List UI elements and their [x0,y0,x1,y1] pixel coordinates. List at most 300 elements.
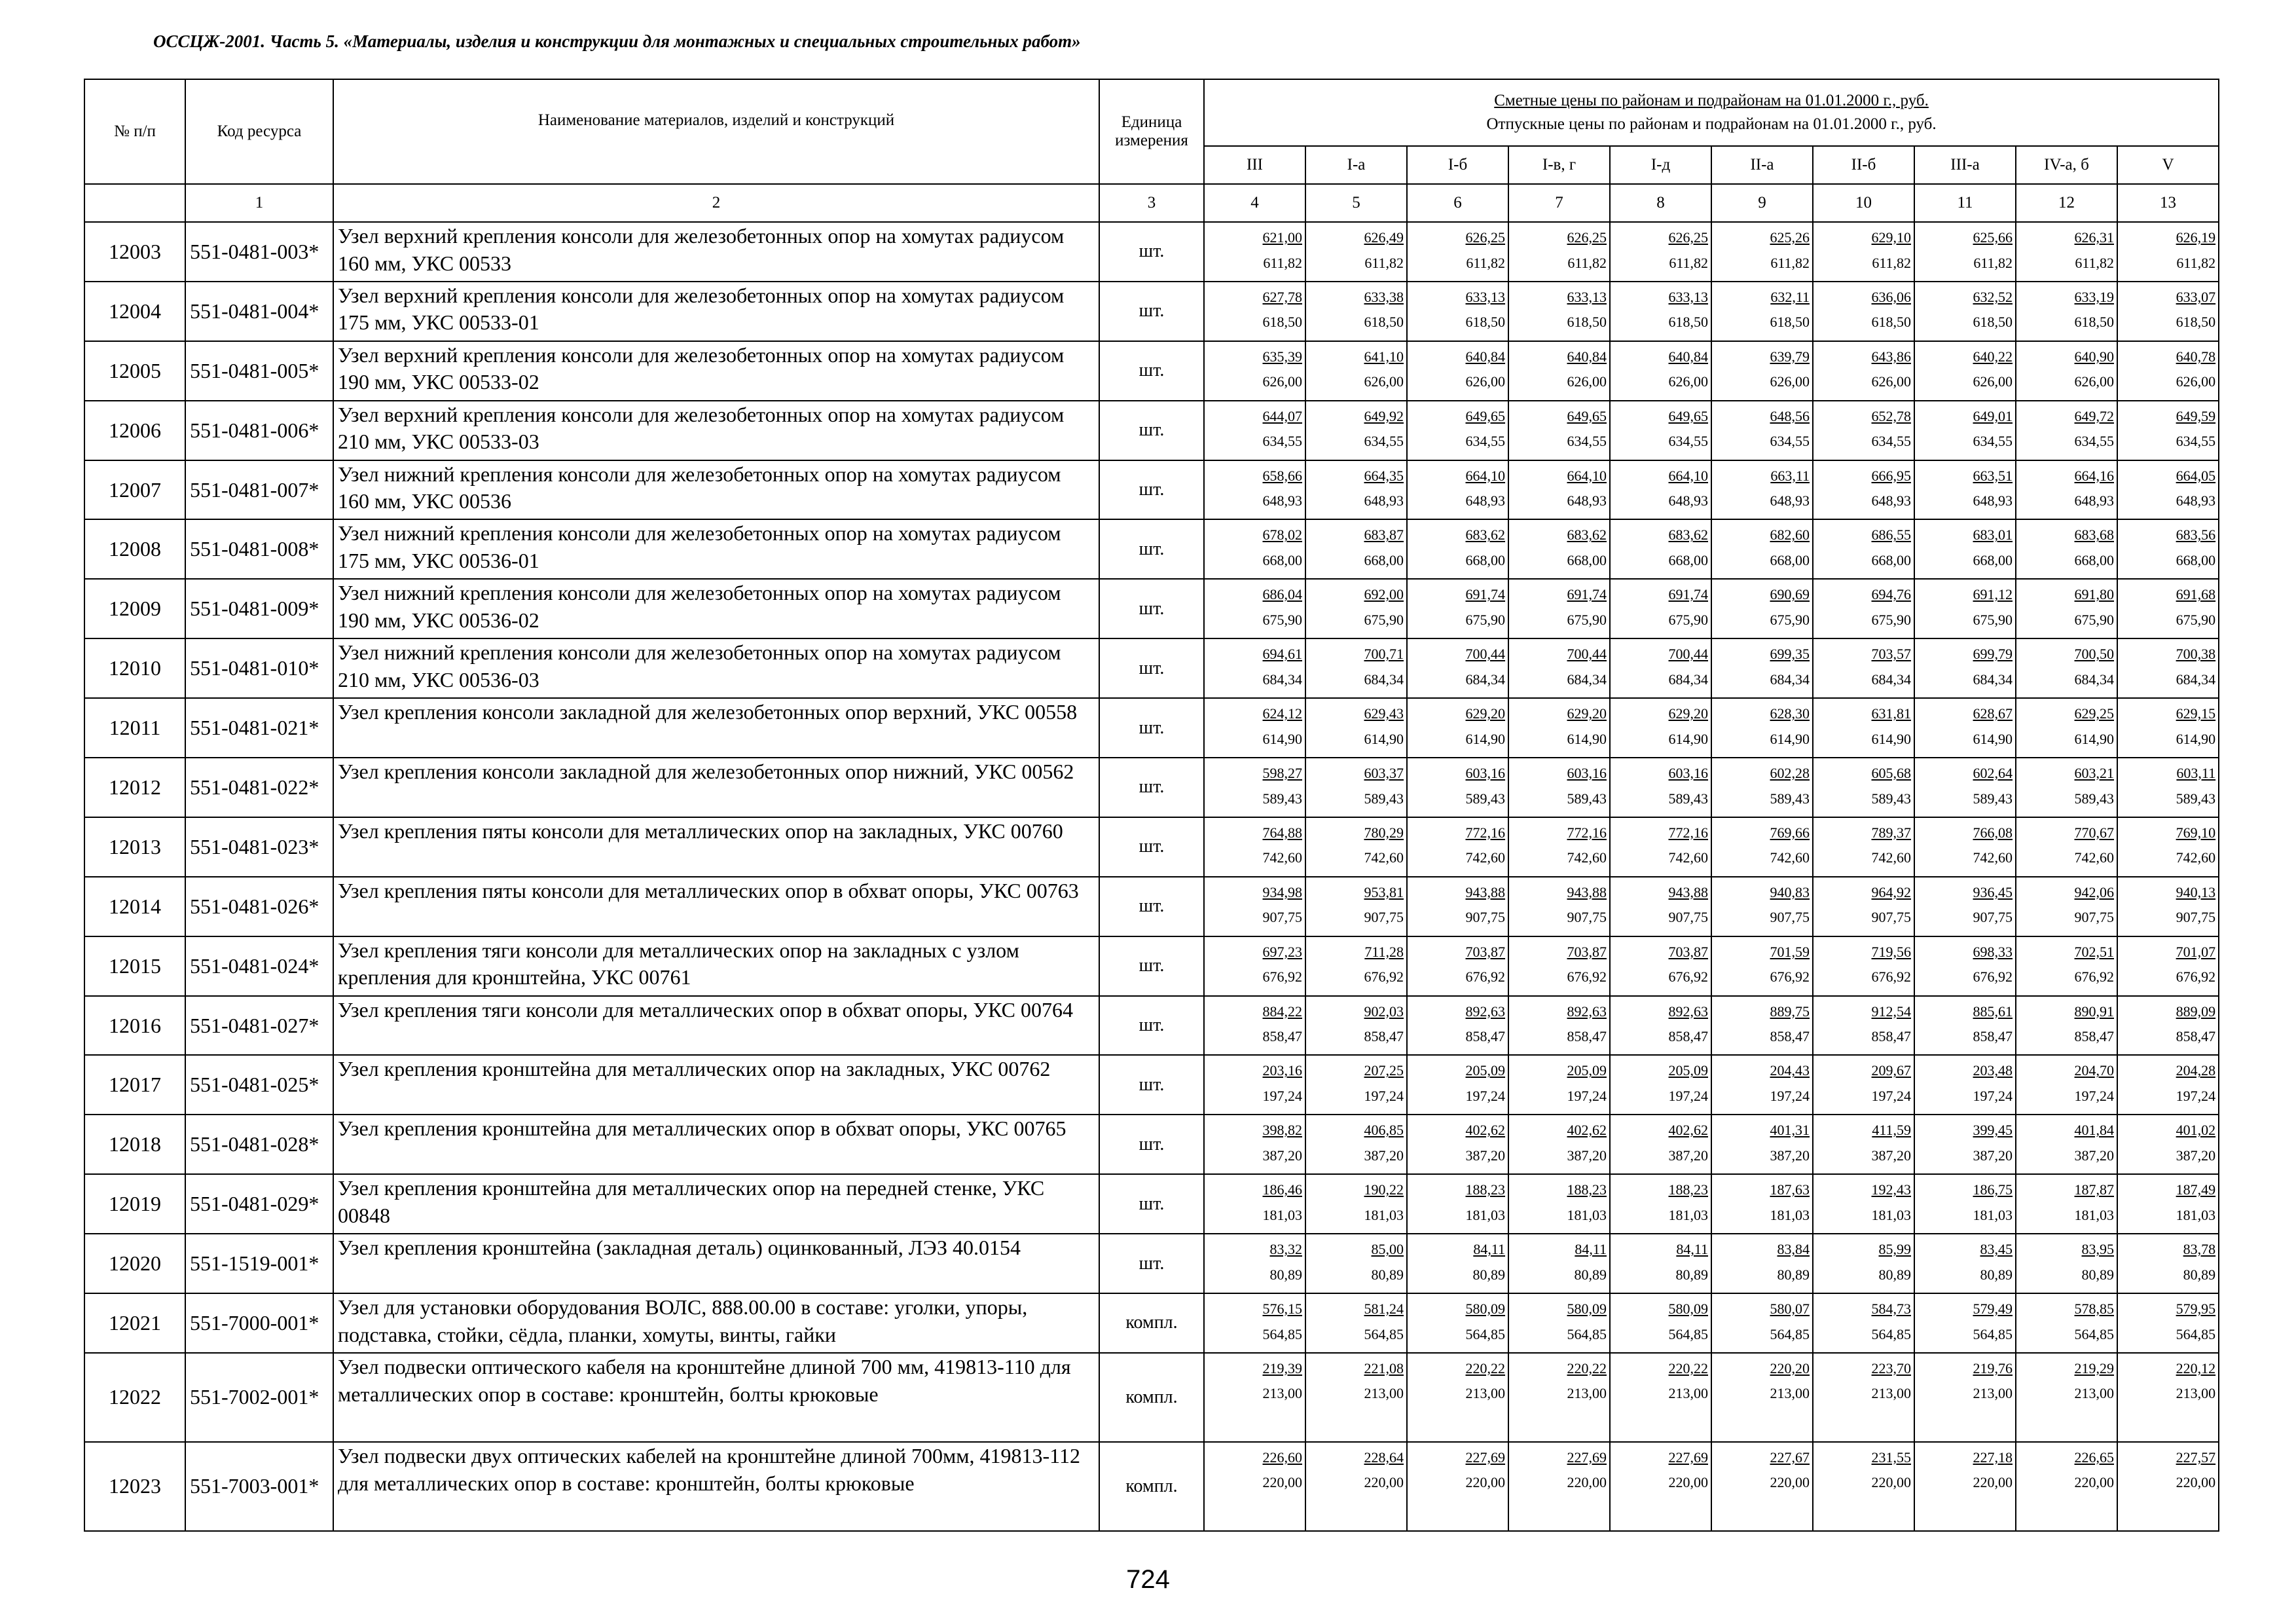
release-price: 858,47 [1364,1028,1404,1045]
resource-code: 551-7000-001* [185,1293,333,1353]
unit: шт. [1099,460,1204,520]
price-cell [1610,758,1711,817]
price-cell [1305,1174,1407,1234]
price-cell [1914,341,2016,401]
estimated-price: 683,68 [2074,526,2114,544]
release-price: 589,43 [1668,790,1708,807]
price-cell [1305,936,1407,996]
estimated-price: 691,74 [1465,586,1505,603]
release-price: 684,34 [1262,671,1302,688]
release-price: 197,24 [1465,1087,1505,1104]
price-cell [1813,222,1914,282]
estimated-price: 605,68 [1871,765,1911,782]
estimated-price: 401,02 [2176,1122,2216,1139]
estimated-price: 664,16 [2074,467,2114,484]
price-cell [1407,579,1508,638]
price-cell [2117,519,2219,579]
price-cell [1407,1174,1508,1234]
price-cell [1914,1115,2016,1174]
release-price: 213,00 [1364,1385,1404,1402]
release-price: 648,93 [1262,492,1302,509]
release-price: 634,55 [1973,433,2013,450]
header-unit: Единица измерения [1099,79,1204,184]
price-cell [1914,1174,2016,1234]
release-price: 618,50 [2176,314,2216,331]
estimated-price: 624,12 [1262,705,1302,722]
release-price: 564,85 [1364,1325,1404,1342]
price-cell [1914,222,2016,282]
price-cell [1508,519,1610,579]
estimated-price: 636,06 [1871,288,1911,305]
estimated-price: 649,59 [2176,407,2216,424]
release-price: 611,82 [1669,254,1708,271]
price-cell [2016,282,2117,341]
estimated-price: 943,88 [1668,883,1708,900]
table-row [84,460,2219,520]
price-cell [1204,579,1305,638]
release-price: 564,85 [1871,1325,1911,1342]
estimated-price: 769,66 [1770,824,1810,841]
release-price: 907,75 [1668,909,1708,926]
estimated-price: 631,81 [1871,705,1911,722]
resource-code: 551-0481-025* [185,1055,333,1115]
price-cell [1914,936,2016,996]
document-header: ОССЦЖ-2001. Часть 5. «Материалы, изделия и конструкции для монтажных и специальных строительных работ» [153,31,1081,51]
region-header: III-а [1914,146,2016,184]
unit: шт. [1099,1055,1204,1115]
table-row [84,1353,2219,1442]
price-cell [1813,638,1914,698]
release-price: 611,82 [1466,254,1505,271]
estimated-price: 402,62 [1465,1122,1505,1139]
resource-code: 551-0481-005* [185,341,333,401]
release-price: 181,03 [1465,1206,1505,1223]
release-price: 668,00 [2176,551,2216,568]
release-price: 564,85 [1973,1325,2013,1342]
price-cell [1204,1174,1305,1234]
unit: шт. [1099,579,1204,638]
release-price: 618,50 [1262,314,1302,331]
release-price: 220,00 [1567,1474,1607,1491]
row-number: 12018 [84,1115,185,1174]
release-price: 742,60 [2176,849,2216,866]
release-price: 618,50 [2074,314,2114,331]
release-price: 676,92 [1262,969,1302,986]
estimated-price: 912,54 [1871,1003,1911,1020]
row-number: 12015 [84,936,185,996]
price-cell [1508,1115,1610,1174]
release-price: 668,00 [1668,551,1708,568]
estimated-price: 643,86 [1871,348,1911,365]
release-price: 181,03 [2074,1206,2114,1223]
price-cell [1204,638,1305,698]
price-cell [1204,1293,1305,1353]
estimated-price: 698,33 [1973,943,2013,960]
release-price: 858,47 [1973,1028,2013,1045]
release-price: 907,75 [1465,909,1505,926]
item-name: Узел нижний крепления консоли для железобетонных опор на хомутах радиусом 210 мм, УКС 00536-03 [333,638,1099,698]
release-price: 80,89 [1574,1266,1607,1283]
release-price: 80,89 [2081,1266,2114,1283]
price-cell [1813,758,1914,817]
table-row [84,341,2219,401]
release-price: 589,43 [1567,790,1607,807]
table-row [84,579,2219,638]
price-cell [1508,341,1610,401]
price-cell [2016,1234,2117,1293]
estimated-price: 691,74 [1668,586,1708,603]
estimated-price: 227,69 [1567,1449,1607,1466]
price-cell [1711,936,1813,996]
estimated-price: 964,92 [1871,883,1911,900]
release-price: 213,00 [1668,1385,1708,1402]
row-number: 12017 [84,1055,185,1115]
estimated-price: 700,44 [1567,646,1607,663]
estimated-price: 626,25 [1567,229,1607,246]
estimated-price: 204,28 [2176,1062,2216,1079]
resource-code: 551-0481-009* [185,579,333,638]
release-price: 858,47 [1871,1028,1911,1045]
price-cell [2016,758,2117,817]
price-cell [1508,1442,1610,1531]
estimated-price: 649,65 [1465,407,1505,424]
unit: шт. [1099,401,1204,460]
estimated-price: 640,84 [1668,348,1708,365]
table-row [84,222,2219,282]
price-cell [1610,698,1711,758]
release-price: 181,03 [1668,1206,1708,1223]
price-cell [1610,282,1711,341]
estimated-price: 626,31 [2074,229,2114,246]
release-price: 80,89 [1269,1266,1302,1283]
release-price: 648,93 [1364,492,1404,509]
estimated-price: 700,50 [2074,646,2114,663]
resource-code: 551-1519-001* [185,1234,333,1293]
release-price: 80,89 [1980,1266,2013,1283]
release-price: 220,00 [1364,1474,1404,1491]
price-cell [2117,758,2219,817]
estimated-price: 629,10 [1871,229,1911,246]
price-cell [1204,758,1305,817]
estimated-price: 85,99 [1878,1241,1911,1258]
release-price: 648,93 [1973,492,2013,509]
release-price: 197,24 [1668,1087,1708,1104]
release-price: 634,55 [2074,433,2114,450]
estimated-price: 580,09 [1465,1301,1505,1318]
release-price: 387,20 [1364,1147,1404,1164]
table-row [84,1293,2219,1353]
release-price: 213,00 [1770,1385,1810,1402]
estimated-price: 621,00 [1262,229,1302,246]
estimated-price: 701,07 [2176,943,2216,960]
unit: шт. [1099,341,1204,401]
release-price: 197,24 [1973,1087,2013,1104]
price-cell [2016,1174,2117,1234]
price-cell [1305,282,1407,341]
resource-code: 551-0481-003* [185,222,333,282]
price-cell [1914,758,2016,817]
price-cell [2117,341,2219,401]
release-price: 634,55 [1364,433,1404,450]
price-cell [1305,401,1407,460]
price-cell [1914,877,2016,936]
release-price: 668,00 [1567,551,1607,568]
release-price: 564,85 [1465,1325,1505,1342]
price-cell [1610,579,1711,638]
release-price: 668,00 [1871,551,1911,568]
estimated-price: 691,80 [2074,586,2114,603]
estimated-price: 228,64 [1364,1449,1404,1466]
price-cell [1204,282,1305,341]
price-cell [1711,1055,1813,1115]
price-cell [1610,460,1711,520]
row-number: 12020 [84,1234,185,1293]
release-price: 907,75 [1770,909,1810,926]
release-price: 387,20 [1973,1147,2013,1164]
release-price: 614,90 [2176,730,2216,747]
estimated-price: 640,90 [2074,348,2114,365]
price-cell [1508,698,1610,758]
estimated-price: 649,65 [1567,407,1607,424]
price-cell [1813,1293,1914,1353]
release-price: 589,43 [1770,790,1810,807]
estimated-price: 649,92 [1364,407,1404,424]
release-price: 614,90 [1364,730,1404,747]
price-cell [2016,460,2117,520]
estimated-price: 580,09 [1567,1301,1607,1318]
release-price: 858,47 [1465,1028,1505,1045]
release-price: 858,47 [1770,1028,1810,1045]
release-price: 742,60 [2074,849,2114,866]
estimated-price: 629,15 [2176,705,2216,722]
estimated-price: 188,23 [1465,1181,1505,1198]
price-cell [1305,698,1407,758]
release-price: 618,50 [1567,314,1607,331]
price-cell [1204,698,1305,758]
price-cell [1914,996,2016,1056]
price-cell [1610,341,1711,401]
price-cell [2016,936,2117,996]
estimated-price: 780,29 [1364,824,1404,841]
estimated-price: 402,62 [1668,1122,1708,1139]
region-header: III [1204,146,1305,184]
estimated-price: 584,73 [1871,1301,1911,1318]
release-price: 220,00 [2176,1474,2216,1491]
estimated-price: 627,78 [1262,288,1302,305]
estimated-price: 663,51 [1973,467,2013,484]
estimated-price: 602,28 [1770,765,1810,782]
column-number: 8 [1610,184,1711,222]
price-cell [2117,460,2219,520]
estimated-price: 231,55 [1871,1449,1911,1466]
estimated-price: 227,69 [1668,1449,1708,1466]
estimated-price: 84,11 [1676,1241,1708,1258]
estimated-price: 694,61 [1262,646,1302,663]
estimated-price: 220,20 [1770,1359,1810,1376]
price-cell [2016,1442,2117,1531]
price-cell [1711,1234,1813,1293]
price-cell [2117,936,2219,996]
price-cell [2117,1293,2219,1353]
estimated-price: 683,62 [1668,526,1708,544]
estimated-price: 603,21 [2074,765,2114,782]
release-price: 684,34 [1364,671,1404,688]
resource-code: 551-0481-026* [185,877,333,936]
row-number: 12011 [84,698,185,758]
estimated-price: 703,87 [1567,943,1607,960]
price-cell [1204,460,1305,520]
price-cell [1305,222,1407,282]
estimated-price: 644,07 [1262,407,1302,424]
price-cell [1407,758,1508,817]
release-price: 589,43 [2074,790,2114,807]
release-price: 213,00 [1262,1385,1302,1402]
row-number: 12012 [84,758,185,817]
row-number: 12005 [84,341,185,401]
price-cell [1813,936,1914,996]
release-price: 611,82 [1770,254,1810,271]
estimated-price: 628,30 [1770,705,1810,722]
unit: шт. [1099,1115,1204,1174]
price-cell [2117,996,2219,1056]
release-price: 742,60 [1364,849,1404,866]
price-cell [1711,460,1813,520]
row-number: 12019 [84,1174,185,1234]
release-price: 634,55 [1871,433,1911,450]
item-name: Узел крепления кронштейна для металлических опор в обхват опоры, УКС 00765 [333,1115,1099,1174]
price-cell [1407,996,1508,1056]
item-name: Узел для установки оборудования ВОЛС, 888.00.00 в составе: уголки, упоры, подставка, стойки, сёдла, планки, хомуты, винты, гайки [333,1293,1099,1353]
estimated-price: 576,15 [1262,1301,1302,1318]
estimated-price: 940,13 [2176,883,2216,900]
estimated-price: 635,39 [1262,348,1302,365]
price-cell [1204,1115,1305,1174]
price-cell [2117,1055,2219,1115]
estimated-price: 205,09 [1465,1062,1505,1079]
price-cell [1914,1055,2016,1115]
price-cell [1711,519,1813,579]
price-cell [1204,519,1305,579]
resource-code: 551-0481-007* [185,460,333,520]
unit: шт. [1099,222,1204,282]
item-name: Узел крепления пяты консоли для металлических опор в обхват опоры, УКС 00763 [333,877,1099,936]
price-cell [1610,1174,1711,1234]
release-price: 618,50 [1364,314,1404,331]
price-cell [1914,1353,2016,1442]
estimated-price: 934,98 [1262,883,1302,900]
release-price: 668,00 [2074,551,2114,568]
price-cell [2117,698,2219,758]
release-price: 564,85 [1262,1325,1302,1342]
price-cell [1813,1055,1914,1115]
estimated-price: 406,85 [1364,1122,1404,1139]
region-header: V [2117,146,2219,184]
table-row [84,758,2219,817]
price-cell [1407,282,1508,341]
estimated-price: 219,29 [2074,1359,2114,1376]
estimated-price: 703,57 [1871,646,1911,663]
estimated-price: 219,76 [1973,1359,2013,1376]
price-cell [1610,222,1711,282]
price-cell [2016,996,2117,1056]
price-cell [1407,1442,1508,1531]
resource-code: 551-7002-001* [185,1353,333,1442]
estimated-price: 663,11 [1770,467,1810,484]
estimated-price: 683,62 [1567,526,1607,544]
estimated-price: 626,25 [1668,229,1708,246]
release-price: 626,00 [1973,373,2013,390]
price-cell [1508,877,1610,936]
estimated-price: 220,12 [2176,1359,2216,1376]
price-cell [1305,1234,1407,1293]
release-price: 648,93 [1465,492,1505,509]
estimated-price: 603,11 [2176,765,2216,782]
price-cell [1711,401,1813,460]
release-price: 907,75 [1567,909,1607,926]
price-cell [1914,579,2016,638]
item-name: Узел крепления тяги консоли для металлических опор в обхват опоры, УКС 00764 [333,996,1099,1056]
estimated-price: 227,69 [1465,1449,1505,1466]
price-cell [1914,1293,2016,1353]
price-cell [1813,877,1914,936]
release-price: 618,50 [1668,314,1708,331]
release-price: 213,00 [1973,1385,2013,1402]
row-number: 12009 [84,579,185,638]
release-price: 197,24 [2074,1087,2114,1104]
unit: шт. [1099,698,1204,758]
price-cell [1711,1293,1813,1353]
estimated-price: 578,85 [2074,1301,2114,1318]
price-cell [1813,1174,1914,1234]
region-header: II-а [1711,146,1813,184]
release-price: 684,34 [1770,671,1810,688]
release-price: 618,50 [1770,314,1810,331]
resource-code: 551-0481-029* [185,1174,333,1234]
release-price: 648,93 [1770,492,1810,509]
price-cell [1508,1353,1610,1442]
estimated-price: 632,11 [1770,288,1810,305]
price-cell [1914,698,2016,758]
estimated-price: 83,32 [1269,1241,1302,1258]
release-price: 676,92 [2074,969,2114,986]
release-price: 742,60 [1567,849,1607,866]
release-price: 648,93 [2074,492,2114,509]
release-price: 197,24 [1770,1087,1810,1104]
price-cell [1305,638,1407,698]
estimated-price: 220,22 [1465,1359,1505,1376]
release-price: 181,03 [2176,1206,2216,1223]
release-price: 181,03 [1770,1206,1810,1223]
release-price: 684,34 [2176,671,2216,688]
estimated-price: 629,20 [1567,705,1607,722]
estimated-price: 227,67 [1770,1449,1810,1466]
price-cell [2016,638,2117,698]
release-price: 675,90 [1770,611,1810,628]
release-price: 80,89 [1777,1266,1810,1283]
region-header: I-в, г [1508,146,1610,184]
release-price: 387,20 [1567,1147,1607,1164]
release-price: 626,00 [1465,373,1505,390]
price-cell [1813,579,1914,638]
estimated-price: 227,57 [2176,1449,2216,1466]
estimated-price: 766,08 [1973,824,2013,841]
table-row [84,519,2219,579]
price-cell [1610,638,1711,698]
estimated-price: 764,88 [1262,824,1302,841]
release-price: 676,92 [1364,969,1404,986]
estimated-price: 701,59 [1770,943,1810,960]
row-number: 12006 [84,401,185,460]
